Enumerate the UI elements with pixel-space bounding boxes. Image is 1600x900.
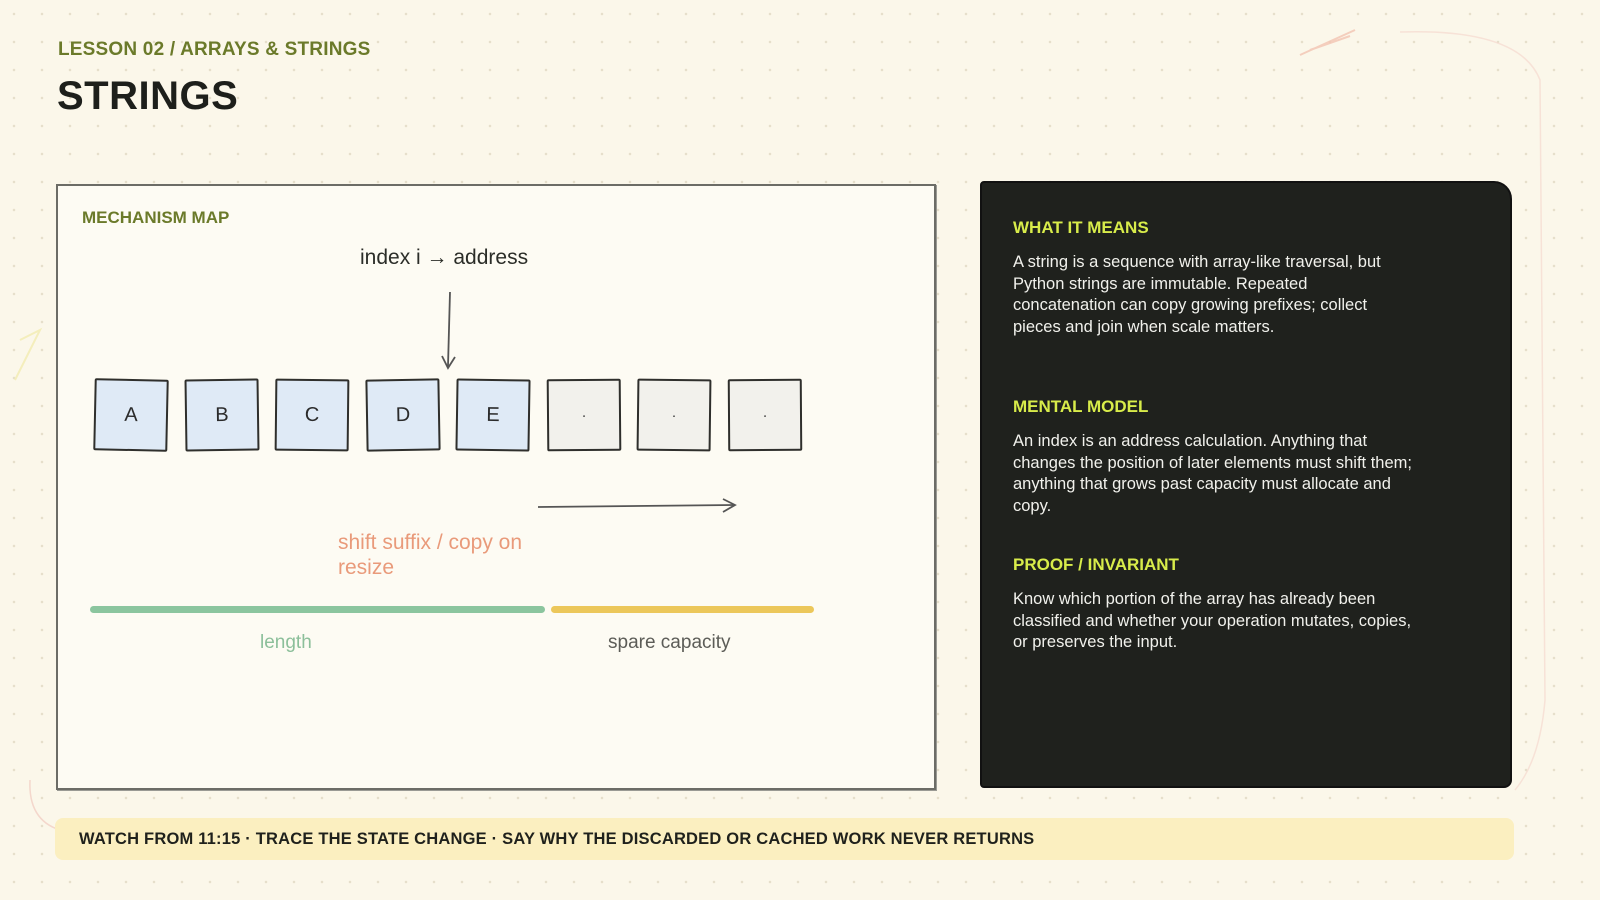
mechanism-map-label: MECHANISM MAP bbox=[82, 208, 230, 227]
lesson-eyebrow: LESSON 02 / ARRAYS & STRINGS bbox=[58, 39, 371, 60]
section-body: Know which portion of the array has already been classified and whether your operation mutates, copies, or preserves the input. bbox=[1013, 590, 1412, 651]
index-pointer-arrow bbox=[448, 292, 450, 366]
mechanism-map-panel bbox=[56, 184, 936, 790]
index-address-annotation: index i → address bbox=[360, 246, 529, 269]
section-proof-invariant bbox=[1013, 555, 1413, 654]
array-cell: D bbox=[365, 378, 440, 451]
array-cell: B bbox=[184, 378, 259, 451]
section-heading: PROOF / INVARIANT bbox=[1013, 555, 1179, 574]
section-mental-model bbox=[1013, 397, 1413, 517]
spare-capacity-bar bbox=[551, 606, 814, 613]
length-label: length bbox=[260, 632, 312, 653]
length-bar bbox=[90, 606, 545, 613]
array-cell: C bbox=[275, 379, 350, 452]
map-arrows bbox=[58, 186, 934, 788]
array-cell: · bbox=[727, 379, 802, 452]
section-heading: MENTAL MODEL bbox=[1013, 397, 1149, 416]
array-cell: · bbox=[637, 379, 712, 452]
footer-text: WATCH FROM 11:15 · TRACE THE STATE CHANGE · SAY WHY THE DISCARDED OR CACHED WORK NEVER RETURNS bbox=[79, 829, 1035, 848]
section-heading: WHAT IT MEANS bbox=[1013, 218, 1149, 237]
explanation-panel bbox=[980, 181, 1512, 788]
section-what-it-means bbox=[1013, 218, 1413, 338]
section-body: A string is a sequence with array-like traversal, but Python strings are immutable. Repeated concatenation can copy growing prefixes; collect pieces and join when scale matters. bbox=[1013, 253, 1381, 336]
section-body: An index is an address calculation. Anything that changes the position of later elements must shift them; anything that grows past capacity must allocate and copy. bbox=[1013, 432, 1412, 515]
array-cell: E bbox=[455, 378, 530, 451]
footer-instructions bbox=[55, 818, 1514, 860]
shift-arrow bbox=[538, 505, 734, 507]
spare-capacity-label: spare capacity bbox=[608, 632, 731, 653]
array-cell: · bbox=[546, 379, 621, 452]
shift-suffix-annotation: shift suffix / copy on resize bbox=[338, 531, 523, 579]
page-title: STRINGS bbox=[57, 74, 239, 118]
array-cell: A bbox=[93, 378, 168, 452]
